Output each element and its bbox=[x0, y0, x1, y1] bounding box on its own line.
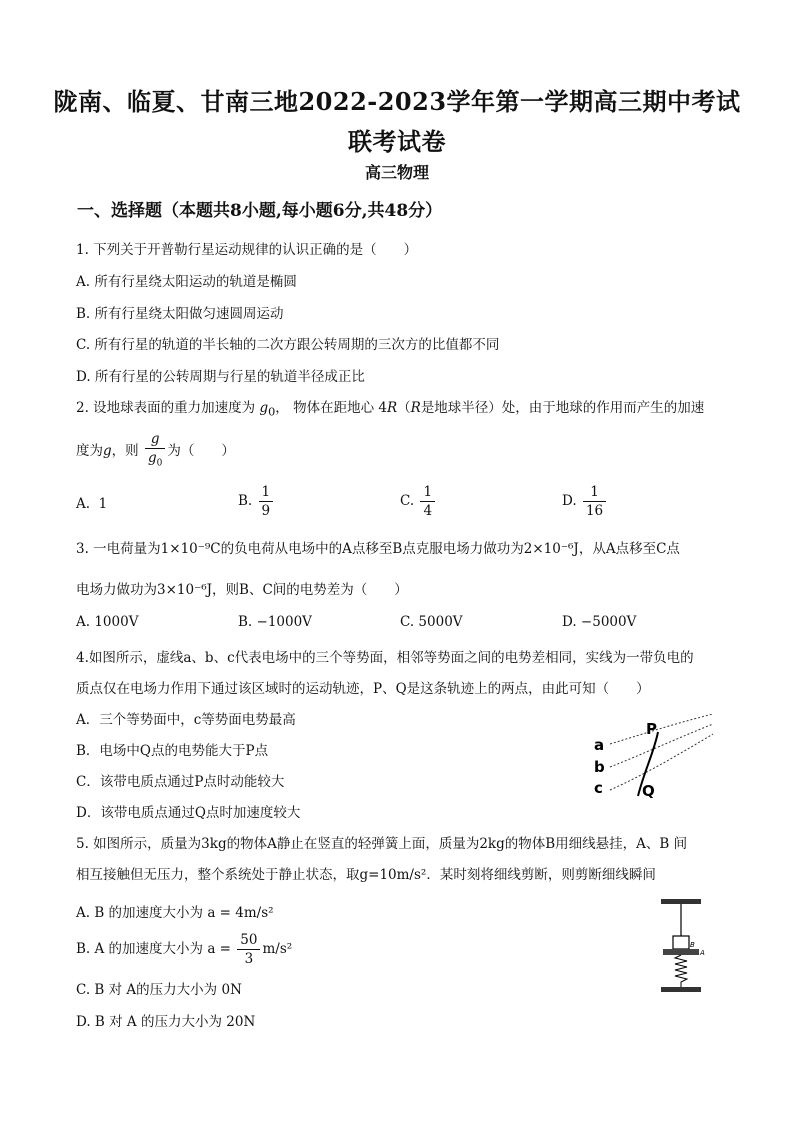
exam-title-line2: 联考试卷 bbox=[348, 127, 446, 156]
q2-stem-text-d: 是地球半径）处，由于地球的作用而产生的加速 bbox=[420, 400, 705, 416]
q2-fraction-denominator bbox=[145, 449, 165, 473]
q4-option-c: C．该带电质点通过P点时动能较大 bbox=[76, 774, 285, 790]
q1-option-b: B. 所有行星绕太阳做匀速圆周运动 bbox=[76, 306, 284, 322]
q2-option-d-num: 1 bbox=[583, 483, 606, 502]
q1-option-a: A. 所有行星绕太阳运动的轨道是椭圆 bbox=[76, 274, 297, 290]
q5-option-b-unit: m/s² bbox=[262, 941, 293, 957]
q3-option-d: D. −5000V bbox=[562, 614, 637, 630]
q5-option-b bbox=[76, 931, 292, 968]
q2-option-c bbox=[400, 483, 437, 520]
q2-option-b-num: 1 bbox=[259, 483, 274, 502]
q2-g0-subscript: 0 bbox=[268, 405, 276, 419]
q1-option-c: C. 所有行星的轨道的半长轴的二次方跟公转周期的三次方的比值都不同 bbox=[76, 337, 500, 353]
q2-line2-text-a: 度为 bbox=[76, 442, 103, 459]
q2-option-b-label: B. bbox=[238, 493, 253, 509]
q2-option-a bbox=[76, 496, 107, 512]
q5-stem-line1: 5. 如图所示，质量为3kg的物体A静止在竖直的轻弹簧上面，质量为2kg的物体B用细线悬挂，A、B 间 bbox=[76, 836, 688, 852]
subject-title: 高三物理 bbox=[364, 163, 429, 182]
block-a bbox=[663, 949, 699, 955]
q4-option-b: B．电场中Q点的电势能大于P点 bbox=[76, 743, 269, 759]
q2-option-c-label: C. bbox=[400, 493, 415, 509]
equipotential-line-b bbox=[610, 724, 713, 767]
q2-fraction-den-subscript: 0 bbox=[156, 458, 163, 469]
exam-title-line1: 陇南、临夏、甘南三地2022-2023学年第一学期高三期中考试 bbox=[53, 87, 741, 116]
section-heading: 一、选择题（本题共8小题,每小题6分,共48分） bbox=[77, 201, 443, 221]
equipotential-diagram bbox=[588, 712, 718, 802]
q2-option-c-num: 1 bbox=[420, 483, 435, 502]
q2-option-d-label: D. bbox=[562, 493, 577, 509]
label-a: a bbox=[594, 736, 605, 754]
q2-option-a-label: A. bbox=[76, 496, 91, 512]
q4-option-a: A．三个等势面中，c等势面电势最高 bbox=[76, 712, 296, 728]
q5-option-d: D. B 对 A 的压力大小为 20N bbox=[76, 1014, 256, 1030]
spring-block-diagram bbox=[655, 895, 715, 1000]
equipotential-line-c bbox=[610, 734, 713, 790]
label-c: c bbox=[594, 779, 603, 797]
q2-line2-text-b: ，则 bbox=[111, 442, 139, 459]
q2-r-symbol-2: R bbox=[410, 400, 421, 416]
block-b bbox=[673, 936, 689, 949]
q2-fraction bbox=[145, 430, 165, 473]
q2-option-d-fraction bbox=[583, 483, 606, 520]
q2-option-b bbox=[238, 483, 275, 520]
q4-option-d: D．该带电质点通过Q点时加速度较大 bbox=[76, 805, 301, 821]
q3-option-a: A. 1000V bbox=[76, 614, 139, 630]
q5-stem-line2: 相互接触但无压力，整个系统处于静止状态，取g=10m/s²．某时刻将细线剪断，则剪断细线瞬间 bbox=[76, 867, 656, 883]
label-q: Q bbox=[642, 782, 655, 800]
label-p: P bbox=[646, 720, 657, 738]
q2-fraction-den-symbol: g bbox=[147, 450, 157, 466]
q1-option-d: D. 所有行星的公转周期与行星的轨道半径成正比 bbox=[76, 369, 365, 385]
q4-stem-line2: 质点仅在电场力作用下通过该区域时的运动轨迹，P、Q是这条轨迹上的两点，由此可知（ ） bbox=[76, 681, 650, 697]
q2-option-b-den: 9 bbox=[261, 503, 271, 519]
q2-stem-line2 bbox=[76, 430, 235, 473]
q5-option-c: C. B 对 A的压力大小为 0N bbox=[76, 982, 242, 998]
q2-g0-symbol: g bbox=[259, 400, 269, 416]
q2-stem-text-b: ， 物体在距地心 4 bbox=[275, 400, 387, 416]
q2-g-symbol: g bbox=[103, 442, 112, 459]
floor bbox=[661, 987, 701, 992]
q2-line2-text-c: 为（ ） bbox=[167, 442, 235, 459]
q3-option-c: C. 5000V bbox=[400, 614, 463, 630]
block-b-label: B bbox=[690, 941, 695, 949]
q2-stem-text-a: 2. 设地球表面的重力加速度为 bbox=[76, 400, 256, 416]
q2-option-d-den: 16 bbox=[585, 503, 604, 519]
q2-r-symbol-1: R bbox=[386, 400, 398, 416]
q3-option-b: B. −1000V bbox=[238, 614, 312, 630]
q3-stem-line1: 3. 一电荷量为1×10⁻⁹C的负电荷从电场中的A点移至B点克服电场力做功为2×10⁻⁶J，从A点移至C点 bbox=[76, 541, 680, 557]
ceiling bbox=[661, 899, 701, 904]
q1-stem: 1. 下列关于开普勒行星运动规律的认识正确的是（ ） bbox=[76, 242, 418, 258]
q2-stem-line1 bbox=[76, 396, 704, 419]
q2-option-a-value: 1 bbox=[98, 496, 108, 512]
label-b: b bbox=[594, 758, 605, 776]
q5-option-a: A. B 的加速度大小为 a = 4m/s² bbox=[76, 905, 274, 921]
q2-stem-text-c: （ bbox=[397, 400, 411, 416]
spring bbox=[675, 955, 687, 987]
q5-option-b-text: B. A 的加速度大小为 a = bbox=[76, 941, 231, 957]
q2-option-d bbox=[562, 483, 608, 520]
q2-option-b-fraction bbox=[259, 483, 274, 520]
q2-fraction-numerator: g bbox=[145, 430, 165, 449]
block-a-label: A bbox=[700, 949, 705, 957]
q5-option-b-num: 50 bbox=[237, 931, 260, 950]
q3-stem-line2: 电场力做功为3×10⁻⁶J，则B、C间的电势差为（ ） bbox=[76, 582, 408, 598]
q5-option-b-fraction bbox=[237, 931, 260, 968]
q4-stem-line1: 4.如图所示，虚线a、b、c代表电场中的三个等势面，相邻等势面之间的电势差相同，实线为一带负电的 bbox=[76, 650, 694, 666]
q5-option-b-den: 3 bbox=[244, 951, 254, 967]
equipotential-line-a bbox=[610, 714, 713, 744]
q2-option-c-den: 4 bbox=[423, 503, 433, 519]
q2-option-c-fraction bbox=[420, 483, 435, 520]
